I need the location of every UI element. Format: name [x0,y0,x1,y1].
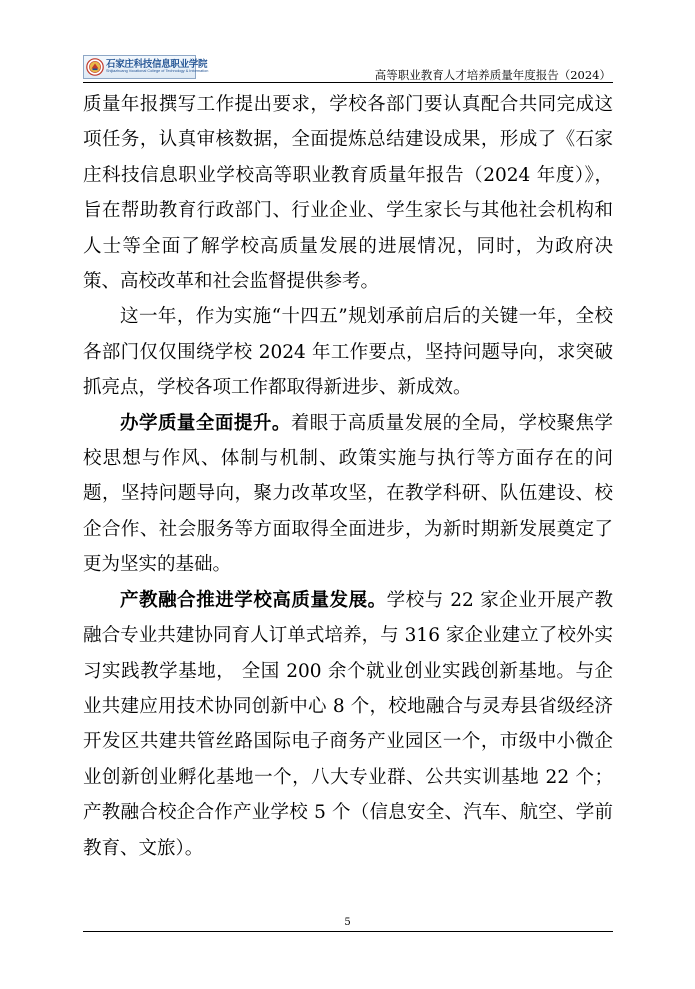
document-body [83,87,613,866]
college-emblem-icon [86,58,104,76]
page-header [83,53,613,85]
paragraph-3-heading: 办学质量全面提升。 [120,412,291,434]
paragraph-4 [83,583,613,866]
paragraph-1: 质量年报撰写工作提出要求，学校各部门要认真配合共同完成这项任务，认真审核数据，全面提炼总结建设成果，形成了《石家庄科技信息职业学校高等职业教育质量年报告（2024 年度）》，旨在帮助教育行政部门、行业企业、学生家长与其他社会机构和人士等全面了解学校高质量发展的进展情况，同时，为政府决策、高校改革和社会监督提供参考。 [83,94,613,293]
footer-divider [83,931,613,932]
paragraph-2: 这一年，作为实施“十四五”规划承前启后的关键一年，全校各部门仅仅围绕学校 2024 年工作要点，坚持问题导向，求突破抓亮点，学校各项工作都取得新进步、新成效。 [83,306,613,399]
page-number: 5 [344,917,351,928]
logo-english-name: Shijiazhuang Vocational College of Technology & Information [106,69,209,74]
paragraph-3 [83,406,613,583]
header-divider [83,82,613,83]
report-title: 高等职业教育人才培养质量年度报告（2024） [374,68,611,82]
logo-chinese-name: 石家庄科技信息职业学院 [106,58,208,70]
paragraph-4-text: 学校与 22 家企业开展产教融合专业共建协同育人订单式培养，与 316 家企业建立了校外实习实践教学基地， 全国 200 余个就业创业实践创新基地。与企业共建应用技术协同创新中心 8 个，校地融合与灵寿县省级经济开发区共建共管丝路国际电子商务产业园区一个，市级中小微企业创新创业孵化基地一个，八大专业群、公共实训基地 22 个；产教融合校企合作产业学校 5 个（信息安全、汽车、航空、学前教育、文旅）。 [83,589,613,859]
paragraph-3-text: 着眼于高质量发展的全局，学校聚焦学校思想与作风、体制与机制、政策实施与执行等方面存在的问题，坚持问题导向，聚力改革攻坚，在教学科研、队伍建设、校企合作、社会服务等方面取得全面进步，为新时期新发展奠定了更为坚实的基础。 [83,412,613,576]
paragraph-4-heading: 产教融合推进学校高质量发展。 [120,589,387,611]
college-logo [83,55,209,79]
